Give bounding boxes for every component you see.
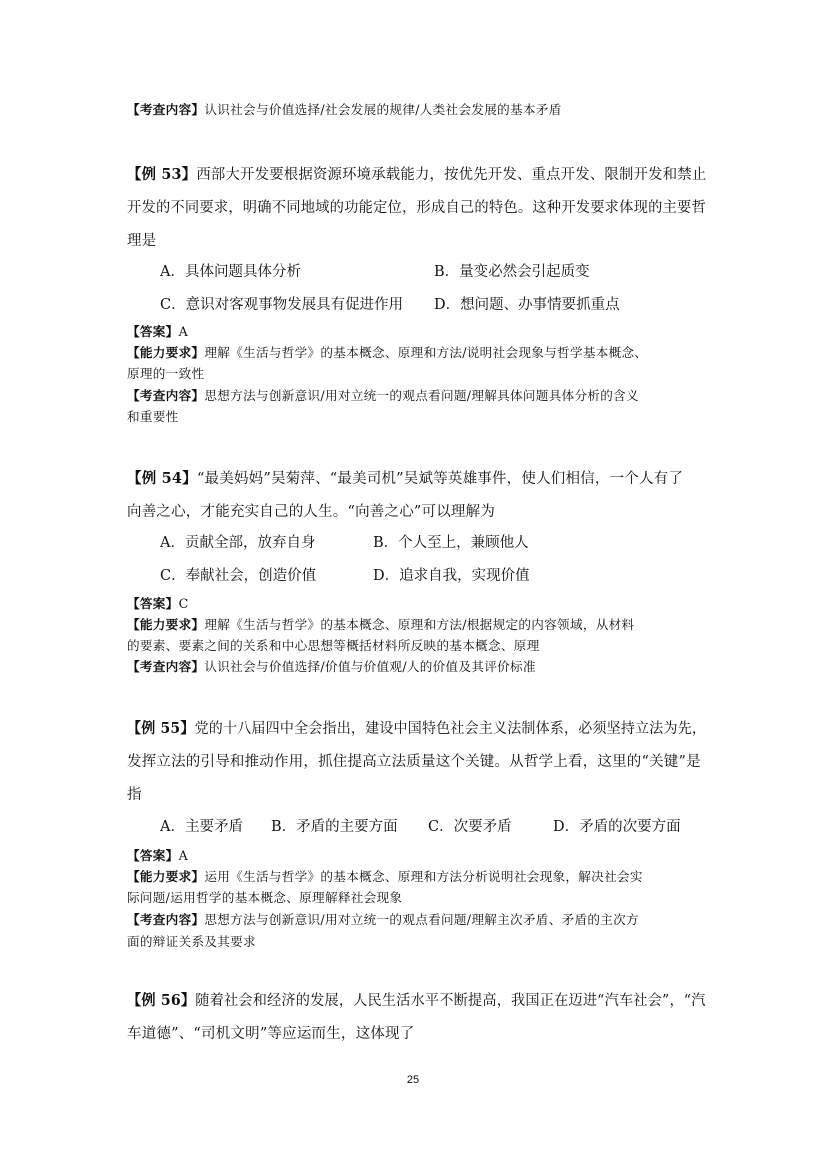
question-55-content-line-1: 【考查内容】思想方法与创新意识/用对立统一的观点看问题/理解主次矛盾、矛盾的主次方 bbox=[127, 912, 639, 927]
page-number: 25 bbox=[406, 1074, 420, 1086]
question-54-answer-value: C bbox=[178, 596, 189, 611]
question-55-stem-line-1: 【例 55】党的十八届四中全会指出，建设中国特色社会主义法制体系，必须坚持立法为先， bbox=[127, 720, 707, 737]
question-55-stem-line-3: 指 bbox=[127, 787, 142, 803]
question-54-option-c: C．奉献社会，创造价值 bbox=[160, 568, 317, 584]
question-54-answer: 【答案】C bbox=[127, 596, 189, 611]
question-55-option-a: A．主要矛盾 bbox=[160, 819, 243, 835]
question-54-option-b: B．个人至上，兼顾他人 bbox=[373, 535, 529, 551]
question-55-answer: 【答案】A bbox=[127, 848, 188, 863]
content-label: 【考查内容】 bbox=[127, 102, 205, 117]
question-55-option-d: D．矛盾的次要方面 bbox=[553, 819, 681, 835]
question-54-content-line-1: 【考查内容】认识社会与价值选择/价值与价值观/人的价值及其评价标准 bbox=[127, 659, 536, 674]
question-54-label: 【例 54】 bbox=[127, 470, 197, 487]
question-55-stem-line-2: 发挥立法的引导和推动作用，抓住提高立法质量这个关键。从哲学上看，这里的“关键”是 bbox=[127, 754, 701, 770]
question-53-option-a: A．具体问题具体分析 bbox=[160, 264, 301, 280]
question-55-label: 【例 55】 bbox=[127, 720, 195, 737]
question-56-label: 【例 56】 bbox=[127, 992, 196, 1009]
question-53-stem-line-2: 开发的不同要求，明确不同地域的功能定位，形成自己的特色。这种开发要求体现的主要哲 bbox=[127, 200, 707, 216]
question-54-stem-line-2: 向善之心，才能充实自己的人生。“向善之心”可以理解为 bbox=[127, 504, 496, 520]
question-53-content-line-2: 和重要性 bbox=[127, 409, 179, 424]
question-53-stem-line-3: 理是 bbox=[127, 233, 157, 249]
question-55-content-line-2: 面的辩证关系及其要求 bbox=[127, 934, 256, 949]
question-54-stem-line-1: 【例 54】“最美妈妈”吴菊萍、“最美司机”吴斌等英雄事件，使人们相信，一个人有了 bbox=[127, 470, 684, 487]
question-53-label: 【例 53】 bbox=[127, 166, 197, 183]
question-53-option-d: D．想问题、办事情要抓重点 bbox=[434, 297, 620, 313]
question-55-option-b: B．矛盾的主要方面 bbox=[271, 819, 398, 835]
question-56-stem-line-1: 【例 56】随着社会和经济的发展，人民生活水平不断提高，我国正在迈进“汽车社会”，“汽 bbox=[127, 992, 706, 1009]
content-line bbox=[127, 104, 562, 117]
content-text: 认识社会与价值选择/社会发展的规律/人类社会发展的基本矛盾 bbox=[204, 102, 562, 117]
question-53-answer: 【答案】A bbox=[127, 324, 188, 339]
question-53-ability-line-2: 原理的一致性 bbox=[127, 366, 205, 381]
question-53-option-b: B．量变必然会引起质变 bbox=[434, 264, 590, 280]
question-55-ability-line-1: 【能力要求】运用《生活与哲学》的基本概念、原理和方法分析说明社会现象，解决社会实 bbox=[127, 869, 643, 884]
question-55-option-c: C．次要矛盾 bbox=[428, 819, 512, 835]
question-53-ability-line-1: 【能力要求】理解《生活与哲学》的基本概念、原理和方法/说明社会现象与哲学基本概念、 bbox=[127, 345, 648, 360]
question-54-option-a: A．贡献全部，放弃自身 bbox=[160, 535, 316, 551]
question-53-stem-line-1: 【例 53】西部大开发要根据资源环境承载能力，按优先开发、重点开发、限制开发和禁止 bbox=[127, 166, 707, 183]
question-54-ability-line-1: 【能力要求】理解《生活与哲学》的基本概念、原理和方法/根据规定的内容领域，从材料 bbox=[127, 617, 635, 632]
question-55-ability-line-2: 际问题/运用哲学的基本概念、原理解释社会现象 bbox=[127, 890, 403, 905]
question-56-stem-line-2: 车道德”、“司机文明”等应运而生，这体现了 bbox=[127, 1026, 415, 1042]
question-53-content-line-1: 【考查内容】思想方法与创新意识/用对立统一的观点看问题/理解具体问题具体分析的含义 bbox=[127, 388, 639, 403]
question-54-ability-line-2: 的要素、要素之间的关系和中心思想等概括材料所反映的基本概念、原理 bbox=[127, 638, 540, 653]
question-55-answer-value: A bbox=[178, 848, 188, 863]
question-53-option-c: C．意识对客观事物发展具有促进作用 bbox=[160, 297, 404, 313]
question-53-answer-value: A bbox=[178, 324, 188, 339]
question-54-option-d: D．追求自我，实现价值 bbox=[373, 568, 530, 584]
